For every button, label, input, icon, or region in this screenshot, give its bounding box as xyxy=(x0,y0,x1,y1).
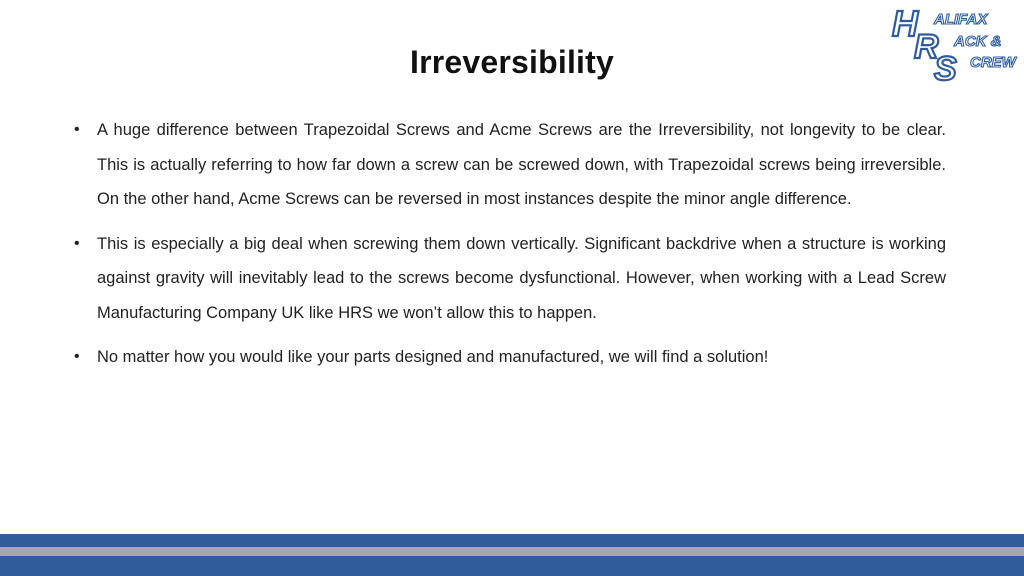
logo-word-alifax: ALIFAX xyxy=(934,11,988,28)
logo-letter-r: R xyxy=(914,28,939,66)
logo-letter-s: S xyxy=(934,50,957,82)
logo-word-ack: ACK & xyxy=(954,33,1002,50)
bullet-list xyxy=(74,113,946,385)
footer-stripe-gray xyxy=(0,547,1024,556)
bullet-text: This is especially a big deal when screwing them down vertically. Significant backdrive when a structure is working against gravity will inevitably lead to the screws become dysfunctional. However, when working with a Lead Screw Manufacturing Company UK like HRS we won’t allow this to happen. xyxy=(97,234,946,322)
logo-word-crew: CREW xyxy=(970,54,1016,71)
bullet-marker: • xyxy=(74,348,80,365)
slide-title: Irreversibility xyxy=(410,44,614,80)
footer-stripe-blue xyxy=(0,556,1024,576)
bullet-marker: • xyxy=(74,234,80,252)
logo-letter-h: H xyxy=(892,3,918,44)
bullet-text: No matter how you would like your parts designed and manufactured, we will find a solution! xyxy=(97,348,769,366)
bullet-marker: • xyxy=(74,121,80,138)
footer-stripe-blue xyxy=(0,534,1024,547)
bullet-item xyxy=(74,113,946,217)
bullet-text: A huge difference between Trapezoidal Screws and Acme Screws are the Irreversibility, not longevity to be clear. This is actually referring to how far down a screw can be screwed down, with Trapezoidal screws being irreversible. On the other hand, Acme Screws can be reversed in most instances despite the minor angle difference. xyxy=(97,121,946,208)
bullet-item xyxy=(74,340,946,375)
footer-stripes xyxy=(0,534,1024,576)
bullet-item xyxy=(74,227,946,331)
